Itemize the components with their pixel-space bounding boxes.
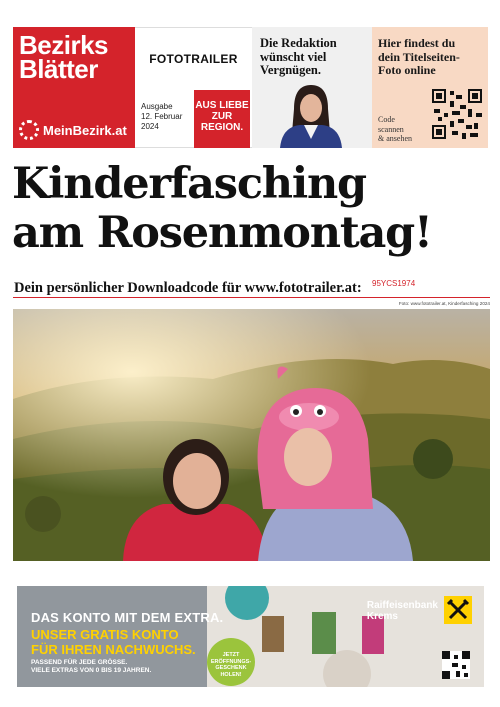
cover-line-3: Foto online bbox=[378, 63, 436, 77]
badge-line-3: GESCHENK bbox=[215, 665, 247, 671]
download-code: 95YCS1974 bbox=[372, 279, 416, 288]
scan-hint bbox=[378, 115, 412, 144]
scan-line-3: & ansehen bbox=[378, 134, 412, 143]
fototrailer-label: FOTOTRAILER bbox=[149, 52, 238, 66]
badge-line-2: ERÖFFNUNGS- bbox=[210, 658, 252, 665]
region-line-1: AUS LIEBE bbox=[195, 100, 249, 111]
scan-line-2: scannen bbox=[378, 124, 404, 134]
issue-date-line-2: 2024 bbox=[141, 122, 159, 131]
editorial-text bbox=[260, 37, 337, 78]
region-line-3: REGION. bbox=[200, 122, 244, 133]
editorial-line-2: wünscht viel bbox=[260, 49, 327, 64]
brand-line-2: Blätter bbox=[19, 54, 98, 84]
ad-subheadline-line-2: FÜR IHREN NACHWUCHS. bbox=[31, 642, 196, 657]
scan-line-1: Code bbox=[378, 115, 395, 124]
brand-name bbox=[19, 30, 108, 84]
bezirksblaetter-logo bbox=[13, 27, 135, 148]
ad-headline: DAS KONTO MIT DEM EXTRA. bbox=[31, 610, 224, 625]
ad-qr-code-icon[interactable] bbox=[442, 651, 470, 679]
cover-photo bbox=[13, 309, 490, 561]
headline-line-2: am Rosenmontag! bbox=[12, 208, 432, 258]
issue-panel bbox=[135, 27, 252, 148]
meinbezirk-logo bbox=[19, 120, 127, 140]
meinbezirk-icon bbox=[19, 120, 39, 140]
download-code-label: Dein persönlicher Downloadcode für www.fototrailer.at: bbox=[14, 280, 362, 296]
cover-photo-panel bbox=[372, 27, 488, 148]
bank-name bbox=[367, 600, 438, 622]
raiffeisen-ad[interactable] bbox=[17, 586, 484, 687]
editorial-line-3: Vergnügen. bbox=[260, 63, 322, 77]
bank-line-1: Raiffeisenbank bbox=[366, 600, 438, 611]
gift-badge bbox=[207, 638, 255, 686]
region-badge bbox=[194, 90, 250, 148]
ad-subheadline-line-1: UNSER GRATIS KONTO bbox=[31, 627, 179, 642]
headline-line-1: Kinderfasching bbox=[12, 159, 366, 209]
ad-subheadline bbox=[31, 627, 196, 657]
editorial-line-1: Die Redaktion bbox=[260, 36, 337, 50]
photo-credit: Foto: www.fototrailer.at, Kinderfasching 2024 bbox=[398, 301, 490, 306]
ad-small-print bbox=[31, 659, 151, 675]
ad-small-line-2: VIELE EXTRAS VON 0 BIS 19 JAHREN. bbox=[31, 667, 152, 674]
editor-portrait bbox=[272, 81, 350, 148]
issue-label: Ausgabe bbox=[141, 102, 173, 111]
cover-photo-text bbox=[378, 37, 460, 78]
issue-date bbox=[141, 102, 182, 132]
bank-line-2: Krems bbox=[366, 611, 398, 622]
cover-line-2: dein Titelseiten- bbox=[378, 49, 460, 64]
qr-code-icon[interactable] bbox=[432, 89, 482, 139]
raiffeisen-logo-icon bbox=[444, 596, 472, 624]
badge-line-4: HOLEN! bbox=[220, 671, 242, 678]
region-line-2: ZUR bbox=[211, 111, 233, 122]
meinbezirk-label: MeinBezirk.at bbox=[43, 122, 127, 138]
headline bbox=[12, 160, 492, 258]
badge-line-1: JETZT bbox=[222, 652, 240, 658]
issue-date-line-1: 12. Februar bbox=[141, 112, 183, 121]
cover-line-1: Hier findest du bbox=[378, 36, 456, 50]
divider bbox=[13, 297, 490, 298]
editorial-panel bbox=[252, 27, 372, 148]
brand-line-1: Bezirks bbox=[19, 30, 108, 60]
ad-small-line-1: PASSEND FÜR JEDE GRÖSSE. bbox=[31, 659, 128, 666]
